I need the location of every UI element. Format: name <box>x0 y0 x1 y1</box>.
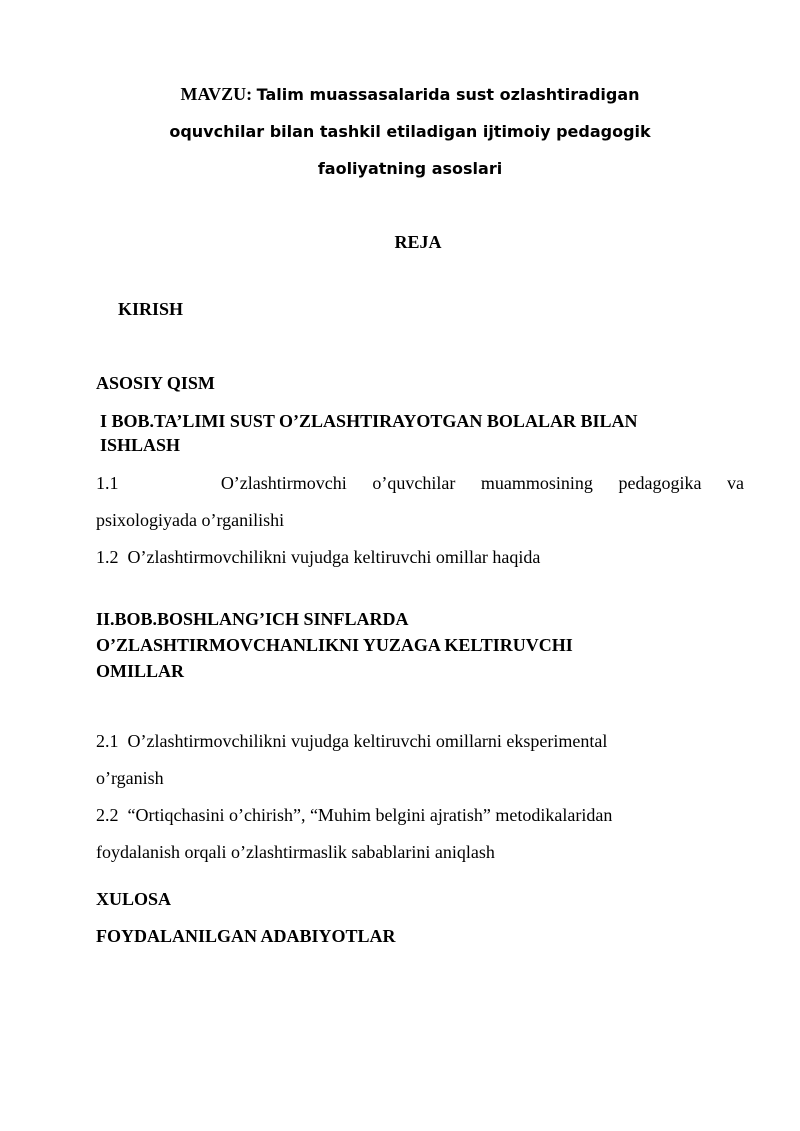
toc-item-2-1 <box>96 723 744 797</box>
toc-item-2-2 <box>96 797 744 871</box>
title-line-1 <box>100 76 720 113</box>
page-title <box>100 76 720 187</box>
toc-item-2-1-line-1 <box>96 723 744 760</box>
toc-item-1-1-text-2: psixologiyada o’rganilishi <box>96 510 285 530</box>
toc-item-1-2 <box>96 539 540 576</box>
toc-item-1-2-number: 1.2 <box>96 547 119 567</box>
references-heading: FOYDALANILGAN ADABIYOTLAR <box>96 926 396 946</box>
toc-item-2-2-text-1: “Ortiqchasini o’chirish”, “Muhim belgini ajratish” metodikalaridan <box>127 805 613 825</box>
title-line-3: faoliyatning asoslari <box>317 159 503 178</box>
plan-heading: REJA <box>394 232 442 252</box>
toc-item-2-2-text-2: foydalanish orqali o’zlashtirmaslik sabablarini aniqlash <box>96 842 495 862</box>
title-line-2: oquvchilar bilan tashkil etiladigan ijtimoiy pedagogik <box>169 122 651 141</box>
toc-item-1-1-text-1: O’zlashtirmovchi o’quvchilar muammosining pedagogika va <box>220 473 745 493</box>
chapter-2-heading-line-2: O’ZLASHTIRMOVCHANLIKNI YUZAGA KELTIRUVCHI <box>96 635 573 655</box>
toc-item-1-1-number: 1.1 <box>96 473 119 493</box>
chapter-1-heading-line-1: I BOB.TA’LIMI SUST O’ZLASHTIRAYOTGAN BOLALAR BILAN <box>100 411 638 431</box>
toc-item-1-1 <box>96 465 744 539</box>
toc-item-2-1-text-1: O’zlashtirmovchilikni vujudga keltiruvchi omillarni eksperimental <box>127 731 608 751</box>
toc-item-2-2-number: 2.2 <box>96 805 119 825</box>
main-part-heading: ASOSIY QISM <box>96 373 215 393</box>
toc-item-1-1-line-1 <box>96 465 744 502</box>
introduction-heading: KIRISH <box>118 299 184 319</box>
chapter-1-heading-line-2: ISHLASH <box>100 435 181 455</box>
chapter-2-heading-line-3: OMILLAR <box>96 661 185 681</box>
chapter-2-heading <box>96 606 736 684</box>
chapter-1-heading <box>100 409 760 457</box>
title-prefix: MAVZU: <box>180 84 257 104</box>
conclusion-heading: XULOSA <box>96 889 172 909</box>
title-text-1: Talim muassasalarida sust ozlashtiradigan <box>256 85 640 104</box>
toc-item-1-2-text: O’zlashtirmovchilikni vujudga keltiruvchi omillar haqida <box>127 547 541 567</box>
chapter-2-heading-line-1: II.BOB.BOSHLANG’ICH SINFLARDA <box>96 609 409 629</box>
toc-item-2-2-line-1 <box>96 797 744 834</box>
toc-item-2-1-text-2: o’rganish <box>96 768 164 788</box>
toc-item-2-1-number: 2.1 <box>96 731 119 751</box>
